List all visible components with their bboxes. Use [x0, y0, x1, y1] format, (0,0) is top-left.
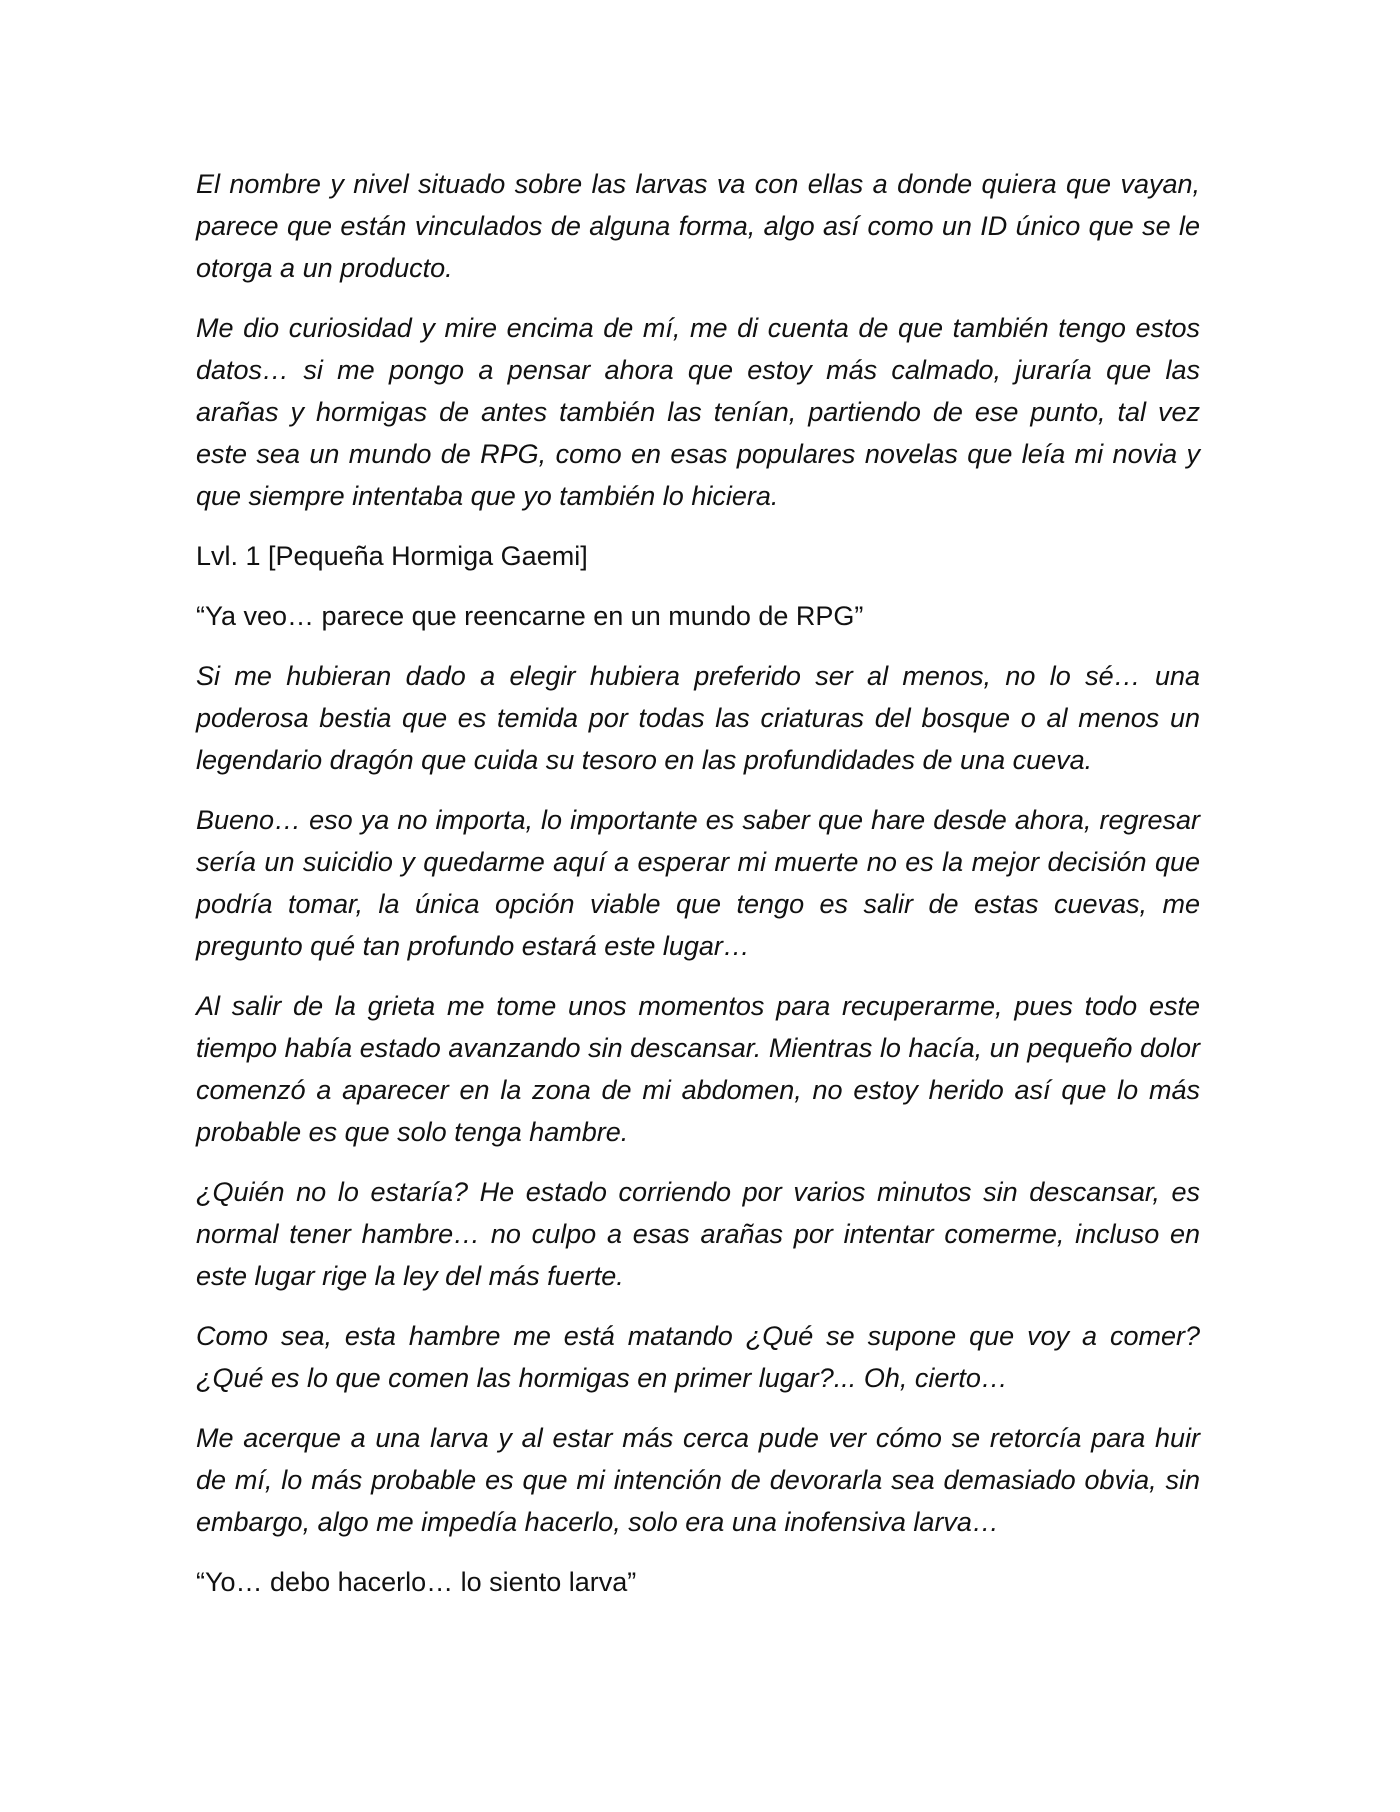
paragraph-6: Bueno… eso ya no importa, lo importante es saber que hare desde ahora, regresar sería un suicidio y quedarme aquí a esperar mi muerte no es la mejor decisión que podría tomar, la única opción viable que tengo es salir de estas cuevas, me pregunto qué tan profundo estará este lugar…: [196, 805, 1200, 961]
dialogue-line-1: “Ya veo… parece que reencarne en un mundo de RPG”: [196, 601, 864, 631]
document-page: [196, 163, 1200, 1621]
paragraph-7: Al salir de la grieta me tome unos momentos para recuperarme, pues todo este tiempo había estado avanzando sin descansar. Mientras lo hacía, un pequeño dolor comenzó a aparecer en la zona de mi abdomen, no estoy herido así que lo más probable es que solo tenga hambre.: [196, 991, 1200, 1147]
paragraph-2: Me dio curiosidad y mire encima de mí, me di cuenta de que también tengo estos datos… si me pongo a pensar ahora que estoy más calmado, juraría que las arañas y hormigas de antes también las tenían, partiendo de ese punto, tal vez este sea un mundo de RPG, como en esas populares novelas que leía mi novia y que siempre intentaba que yo también lo hiciera.: [196, 313, 1200, 511]
paragraph-5: Si me hubieran dado a elegir hubiera preferido ser al menos, no lo sé… una poderosa bestia que es temida por todas las criaturas del bosque o al menos un legendario dragón que cuida su tesoro en las profundidades de una cueva.: [196, 661, 1200, 775]
status-line-level: Lvl. 1 [Pequeña Hormiga Gaemi]: [196, 541, 588, 571]
paragraph-8: ¿Quién no lo estaría? He estado corriendo por varios minutos sin descansar, es normal tener hambre… no culpo a esas arañas por intentar comerme, incluso en este lugar rige la ley del más fuerte.: [196, 1177, 1200, 1291]
paragraph-1: El nombre y nivel situado sobre las larvas va con ellas a donde quiera que vayan, parece que están vinculados de alguna forma, algo así como un ID único que se le otorga a un producto.: [196, 169, 1200, 283]
paragraph-9: Como sea, esta hambre me está matando ¿Qué se supone que voy a comer? ¿Qué es lo que comen las hormigas en primer lugar?... Oh, cierto…: [196, 1321, 1200, 1393]
paragraph-10: Me acerque a una larva y al estar más cerca pude ver cómo se retorcía para huir de mí, lo más probable es que mi intención de devorarla sea demasiado obvia, sin embargo, algo me impedía hacerlo, solo era una inofensiva larva…: [196, 1423, 1200, 1537]
dialogue-line-2: “Yo… debo hacerlo… lo siento larva”: [196, 1567, 637, 1597]
